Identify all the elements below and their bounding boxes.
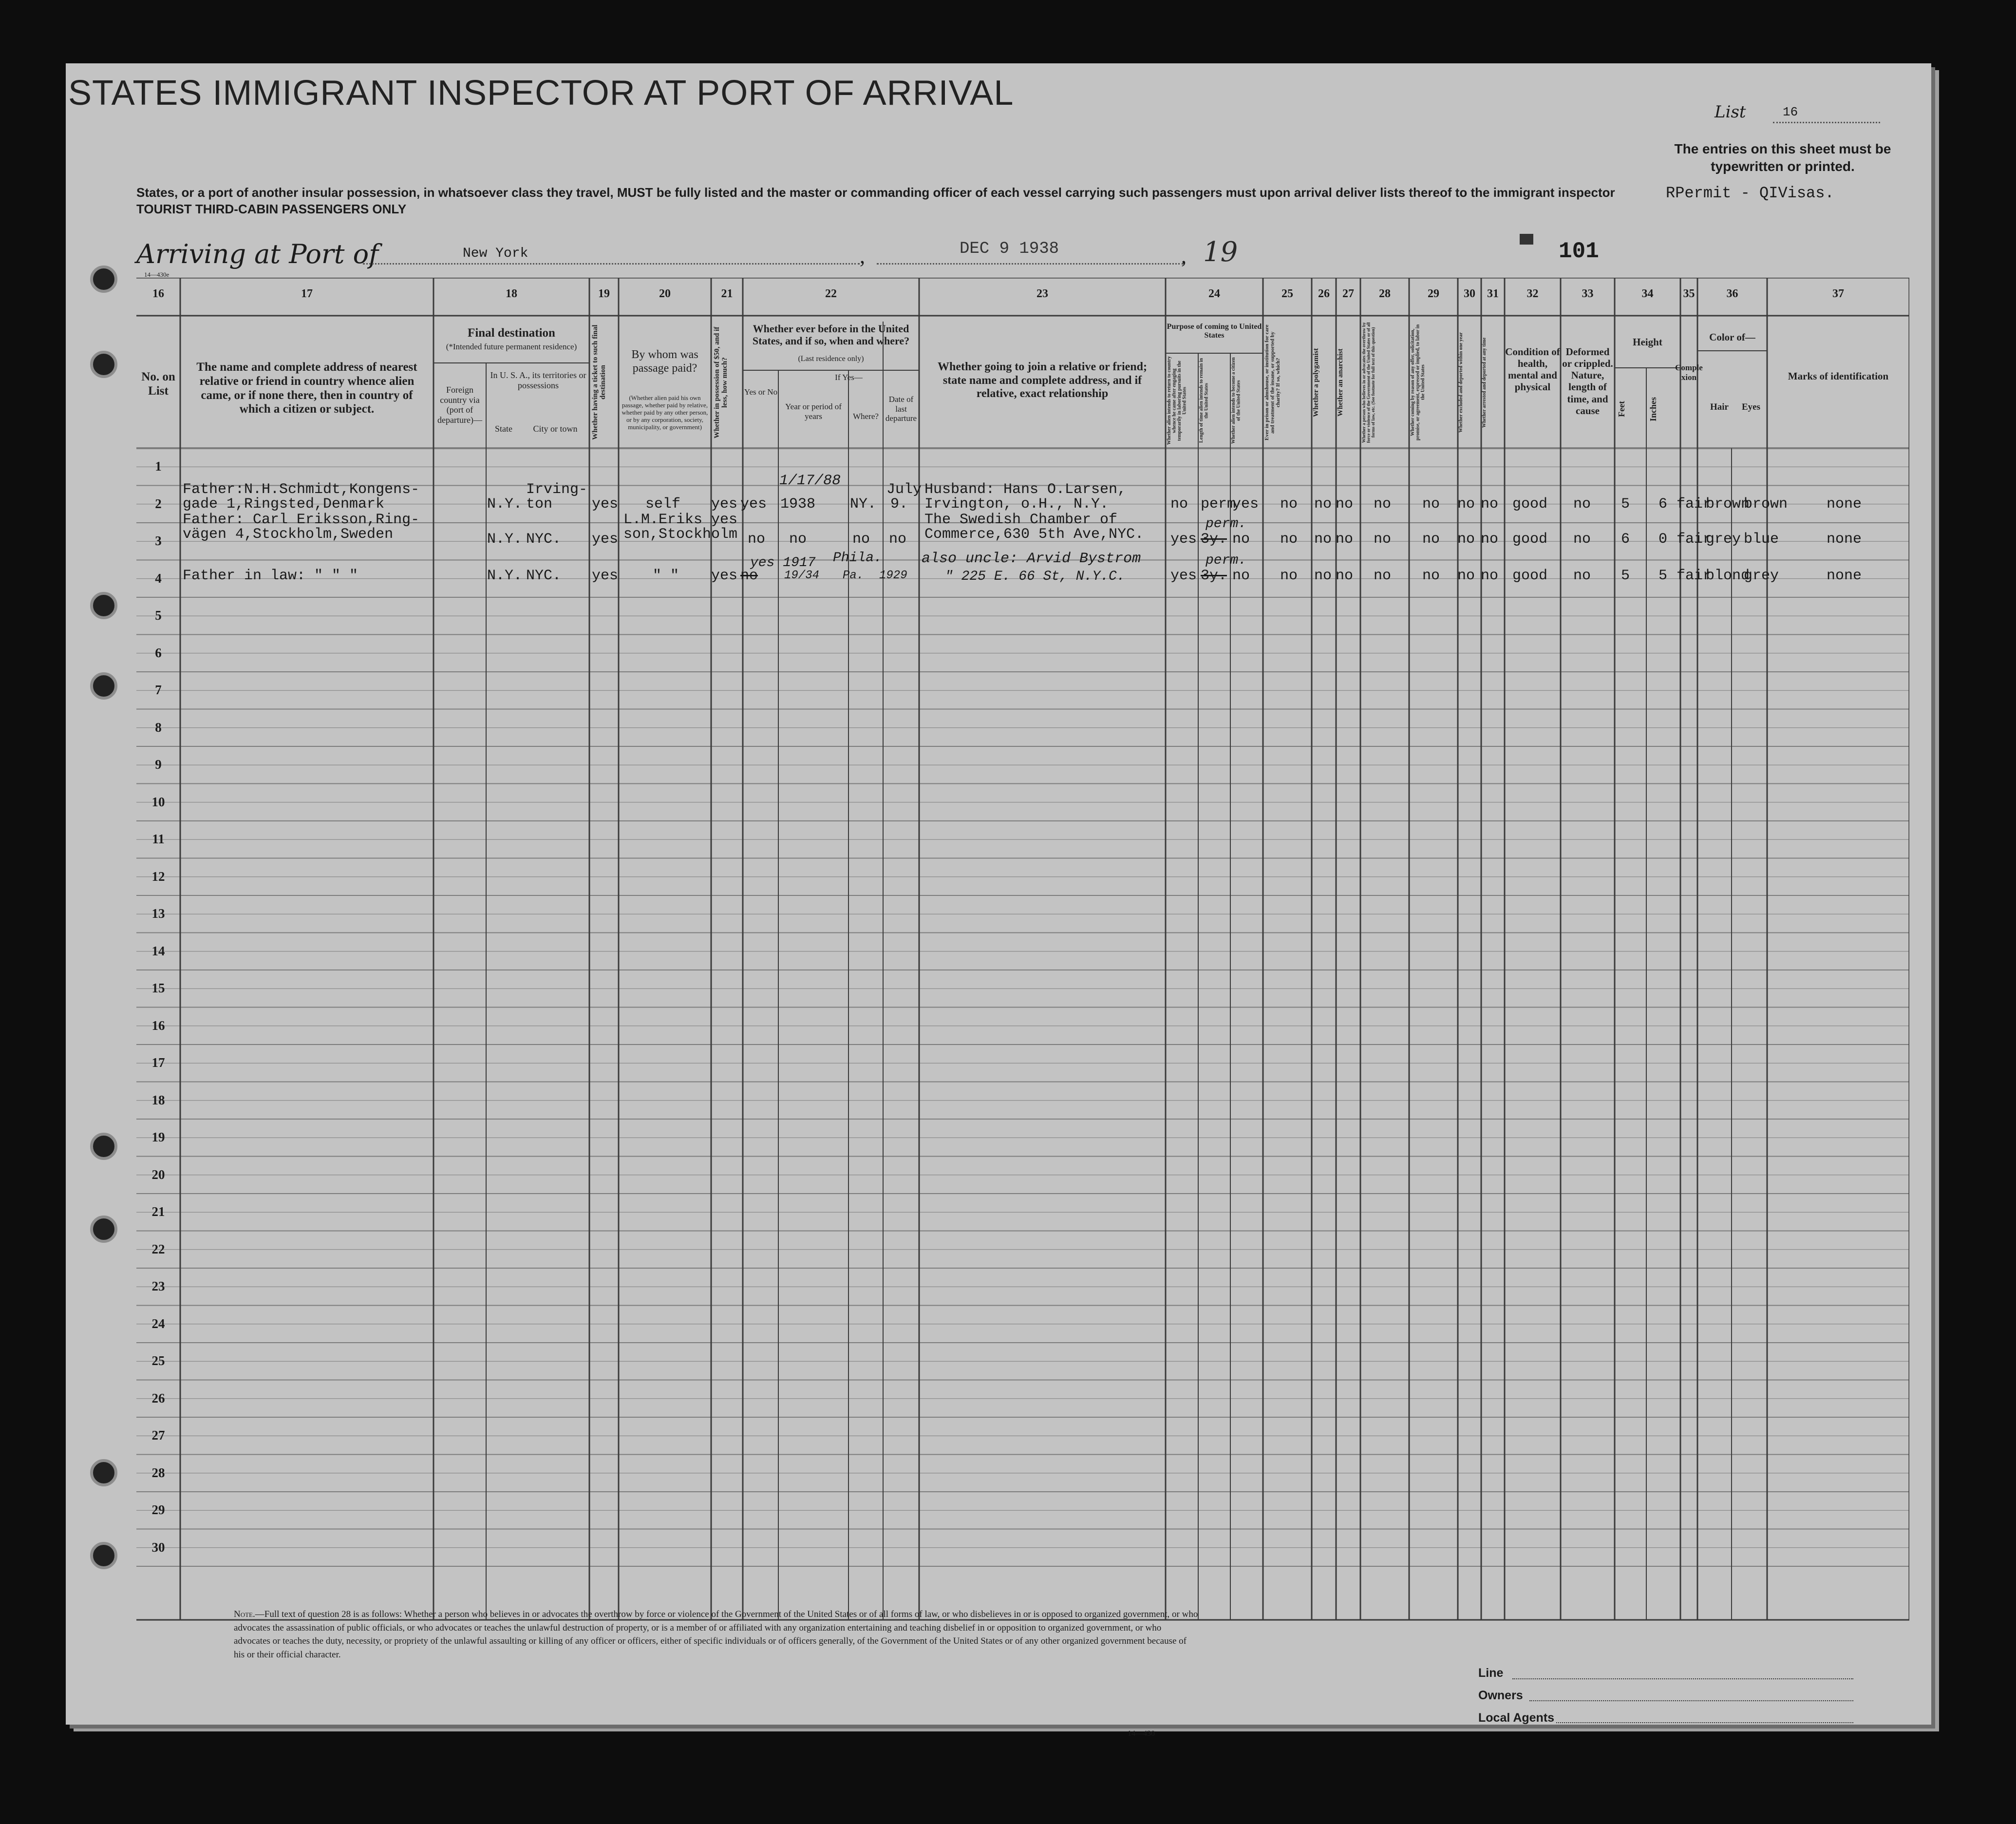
page-number: 101 bbox=[1559, 239, 1599, 264]
row2-join: The Swedish Chamber of bbox=[924, 512, 1118, 528]
row2-prison: no bbox=[1280, 531, 1298, 548]
col-18-usa: In U. S. A., its territories or possessions bbox=[490, 370, 586, 390]
row1-inches: 6 bbox=[1658, 496, 1668, 513]
col-25-number: 25 bbox=[1281, 287, 1293, 300]
row2-complexion: fair bbox=[1677, 531, 1712, 548]
row-number: 1 bbox=[155, 459, 162, 474]
row2-q30: no bbox=[1457, 531, 1475, 548]
row1-ever-before: yes bbox=[740, 496, 767, 513]
row1-hair: brown bbox=[1706, 496, 1750, 513]
col-21-number: 21 bbox=[721, 287, 733, 300]
row1-citizen: yes bbox=[1232, 496, 1259, 513]
col-29-label: Whether coming by reason of any offer, solicitation, promise, or agreement, expressed or implied, to labor in the United States bbox=[1410, 324, 1426, 441]
manifest-table bbox=[136, 278, 1909, 1622]
row2-fifty: yes bbox=[711, 512, 738, 528]
col-31-label: Whether arrested and deported at any time bbox=[1482, 337, 1487, 428]
punch-hole bbox=[90, 351, 117, 378]
punch-hole bbox=[90, 672, 117, 700]
row3-return: yes bbox=[1170, 568, 1197, 584]
col-32-label: Condition of health, mental and physical bbox=[1505, 346, 1560, 393]
row-number: 4 bbox=[155, 570, 162, 586]
row2-polygamist: no bbox=[1314, 531, 1332, 548]
row-number: 10 bbox=[151, 794, 165, 809]
permit-note: RPermit - QIVisas. bbox=[1666, 184, 1834, 202]
row3-q31: no bbox=[1481, 568, 1499, 584]
row1-eyes: brown bbox=[1744, 496, 1788, 513]
local-agents-label: Local Agents bbox=[1478, 1711, 1555, 1725]
row2-eyes: blue bbox=[1744, 531, 1779, 548]
row1-departure-2: 9. bbox=[890, 496, 908, 513]
owners-label: Owners bbox=[1478, 1689, 1523, 1702]
col-33-label: Deformed or crippled. Nature, length of time, and cause bbox=[1562, 346, 1613, 417]
col-22-ifyes: If Yes— bbox=[835, 373, 863, 382]
col-34-number: 34 bbox=[1641, 287, 1654, 300]
col-23-label: Whether going to join a relative or friend; state name and complete address, and if relative, exact relationship bbox=[938, 361, 1147, 400]
col-20-note: (Whether alien paid his own passage, whether paid by relative, whether paid by any other person, or by any corporation, society, municipality, or government) bbox=[622, 394, 708, 431]
row1-city: Irving- bbox=[526, 481, 588, 498]
col-20-number: 20 bbox=[659, 287, 671, 300]
col-26-number: 26 bbox=[1318, 287, 1330, 300]
row2-relative-2: vägen 4,Stockholm,Sweden bbox=[183, 526, 394, 543]
punch-hole bbox=[90, 592, 117, 619]
col-32-number: 32 bbox=[1526, 287, 1539, 300]
row3-hand-where-2: Pa. bbox=[843, 569, 864, 582]
row2-years: no bbox=[789, 531, 807, 548]
row-number: 6 bbox=[155, 645, 162, 660]
punch-hole bbox=[90, 1216, 117, 1243]
row-number: 12 bbox=[151, 869, 165, 884]
punch-hole bbox=[90, 1542, 117, 1569]
col-28-label: Whether a person who believes in or advocates the overthrow by force or violence of the Government of the United States or of all forms of law, etc. (See footnote for full text of this question) bbox=[1361, 322, 1375, 443]
row1-hand-date: 1/17/88 bbox=[779, 473, 841, 489]
col-30-label: Whether excluded and deported within one year bbox=[1458, 332, 1464, 433]
col-22-departure: Date of last departure bbox=[885, 395, 917, 423]
row2-feet: 6 bbox=[1621, 531, 1630, 548]
row1-fifty: yes bbox=[711, 496, 738, 513]
col-28-number: 28 bbox=[1379, 287, 1391, 300]
row3-anarchist: no bbox=[1336, 568, 1354, 584]
row3-hand-years-2: 19/34 bbox=[784, 569, 820, 582]
row3-health: good bbox=[1512, 568, 1548, 584]
row3-relative: Father in law: " " " bbox=[183, 568, 358, 584]
col-22-number: 22 bbox=[825, 287, 837, 300]
col-22-note: (Last residence only) bbox=[798, 355, 864, 363]
row3-hand-join-2: " 225 E. 66 St, N.Y.C. bbox=[945, 569, 1125, 584]
row-number: 8 bbox=[155, 720, 162, 735]
row3-q29: no bbox=[1422, 568, 1440, 584]
row2-anarchist: no bbox=[1336, 531, 1354, 548]
class-note: TOURIST THIRD-CABIN PASSENGERS ONLY bbox=[136, 202, 407, 216]
row1-years: 1938 bbox=[780, 496, 816, 513]
row3-prison: no bbox=[1280, 568, 1298, 584]
row1-q29: no bbox=[1422, 496, 1440, 513]
row-number: 11 bbox=[152, 832, 165, 846]
col-31-number: 31 bbox=[1487, 287, 1499, 300]
row3-feet: 5 bbox=[1621, 568, 1630, 584]
header-form-code: 14—430e bbox=[144, 271, 170, 278]
row3-length-hand: perm. bbox=[1206, 553, 1247, 568]
row1-join: Husband: Hans O.Larsen, bbox=[924, 481, 1127, 498]
row2-health: good bbox=[1512, 531, 1548, 548]
row1-state: N.Y. bbox=[487, 496, 523, 513]
list-label: List bbox=[1715, 102, 1746, 122]
row2-deformed: no bbox=[1573, 531, 1591, 548]
row2-q29: no bbox=[1422, 531, 1440, 548]
col-24-length: Length of time alien intends to remain in the United States bbox=[1199, 358, 1209, 443]
row-number: 20 bbox=[151, 1167, 165, 1182]
col-17-number: 17 bbox=[301, 287, 313, 300]
col-36-hair: Hair bbox=[1710, 402, 1729, 412]
date-stamp: DEC 9 1938 bbox=[960, 240, 1059, 258]
punch-hole bbox=[90, 266, 117, 293]
row3-city: NYC. bbox=[526, 568, 562, 584]
row2-join-2: Commerce,630 5th Ave,NYC. bbox=[924, 526, 1144, 543]
row-number: 26 bbox=[151, 1390, 165, 1406]
row1-q30: no bbox=[1457, 496, 1475, 513]
row-number: 23 bbox=[151, 1279, 165, 1293]
col-33-number: 33 bbox=[1582, 287, 1594, 300]
col-27-number: 27 bbox=[1342, 287, 1354, 300]
row2-length: 3y. bbox=[1201, 531, 1227, 548]
col-29-number: 29 bbox=[1428, 287, 1439, 300]
col-22-yesno: Yes or No bbox=[744, 387, 778, 397]
col-36-label: Color of— bbox=[1709, 331, 1755, 343]
row1-anarchist: no bbox=[1336, 496, 1354, 513]
col-24-citizen: Whether alien intends to become a citizen of the United States bbox=[1231, 357, 1242, 444]
row1-q28: no bbox=[1374, 496, 1392, 513]
col-23-number: 23 bbox=[1036, 287, 1048, 300]
footnote-label: Note. bbox=[234, 1609, 255, 1619]
col-19-label: Whether having a ticket to such final destination bbox=[591, 324, 607, 440]
row-number: 14 bbox=[151, 943, 165, 958]
row-number: 21 bbox=[151, 1204, 165, 1219]
row2-paid-by-2: son,Stockholm bbox=[623, 526, 738, 543]
form-code: 14—430 bbox=[1128, 1729, 1155, 1738]
port-value: New York bbox=[463, 246, 528, 261]
row-number: 2 bbox=[155, 496, 162, 511]
col-25-label: Ever in prison or almshouse, or institution for care and treatment of the insane, or supported by charity? If so, which? bbox=[1264, 324, 1281, 440]
footnote bbox=[234, 1608, 1198, 1661]
col-34-feet: Feet bbox=[1617, 401, 1626, 418]
row3-hand-departure: 1929 bbox=[879, 569, 907, 582]
col-18-city: City or town bbox=[533, 424, 578, 434]
row3-citizen: no bbox=[1232, 568, 1250, 584]
col-36-eyes: Eyes bbox=[1742, 402, 1760, 412]
row-number: 28 bbox=[151, 1465, 165, 1480]
row2-inches: 0 bbox=[1658, 531, 1668, 548]
row1-marks: none bbox=[1827, 496, 1862, 513]
col-27-label: Whether an anarchist bbox=[1337, 348, 1344, 417]
row3-q30: no bbox=[1457, 568, 1475, 584]
row1-where: NY. bbox=[850, 496, 877, 513]
row2-citizen: no bbox=[1232, 531, 1250, 548]
row-number: 25 bbox=[151, 1353, 165, 1368]
row-number: 5 bbox=[155, 608, 162, 623]
row3-length: 3y. bbox=[1201, 568, 1227, 584]
row3-polygamist: no bbox=[1314, 568, 1332, 584]
row3-state: N.Y. bbox=[487, 568, 523, 584]
row3-eyes: grey bbox=[1744, 568, 1779, 584]
instruction-text: States, or a port of another insular possession, in whatsoever class they travel, MUST be fully listed and the master or commanding officer of each vessel carrying such passengers must upon arrival deliver lists thereof to the immigrant inspector bbox=[136, 185, 1615, 200]
col-24-number: 24 bbox=[1208, 287, 1220, 300]
row1-paid-by: self bbox=[645, 496, 681, 513]
col-22-label: Whether ever before in the United States, and if so, when and where? bbox=[752, 323, 910, 347]
row3-complexion: fair bbox=[1677, 568, 1712, 584]
row3-hand-join: also uncle: Arvid Bystrom bbox=[922, 551, 1141, 567]
row3-ever-before: no bbox=[740, 568, 758, 584]
line-label: Line bbox=[1478, 1666, 1504, 1680]
row2-relative: Father: Carl Eriksson,Ring- bbox=[183, 512, 420, 528]
row-number: 7 bbox=[155, 683, 162, 697]
col-37-label: Marks of identification bbox=[1788, 370, 1889, 382]
table-grid bbox=[136, 278, 1909, 1622]
row1-complexion: fair bbox=[1677, 496, 1712, 513]
col-34-label: Height bbox=[1633, 336, 1662, 348]
row2-ever-before: no bbox=[748, 531, 766, 548]
row3-deformed: no bbox=[1573, 568, 1591, 584]
page-title: STATES IMMIGRANT INSPECTOR AT PORT OF ARRIVAL bbox=[68, 74, 1014, 113]
arriving-label: Arriving at Port of bbox=[136, 239, 379, 269]
row2-state: N.Y. bbox=[487, 531, 523, 548]
col-16-number: 16 bbox=[152, 287, 164, 300]
list-number: 16 bbox=[1783, 105, 1798, 119]
row3-paid-by: " " bbox=[653, 568, 679, 584]
typewritten-note: The entries on this sheet must be typewritten or printed. bbox=[1674, 141, 1891, 174]
row2-hair: grey bbox=[1706, 531, 1741, 548]
row3-hair: blond bbox=[1706, 568, 1750, 584]
col-30-number: 30 bbox=[1464, 287, 1475, 300]
stamp-mark bbox=[1520, 234, 1533, 245]
row1-deformed: no bbox=[1573, 496, 1591, 513]
col-26-label: Whether a polygamist bbox=[1312, 348, 1320, 417]
row1-relative: Father:N.H.Schmidt,Kongens- bbox=[183, 481, 420, 498]
row3-q28: no bbox=[1374, 568, 1392, 584]
row2-length-hand: perm. bbox=[1206, 516, 1247, 532]
row3-ticket: yes bbox=[592, 568, 619, 584]
row2-paid-by: L.M.Eriks bbox=[623, 512, 703, 528]
row2-q31: no bbox=[1481, 531, 1499, 548]
row-number: 13 bbox=[151, 906, 165, 921]
row-number: 27 bbox=[151, 1428, 165, 1443]
col-21-label: Whether in possession of $50, and if less, how much? bbox=[713, 326, 729, 438]
col-18-number: 18 bbox=[506, 287, 517, 300]
col-24-label: Purpose of coming to United States bbox=[1167, 323, 1262, 340]
row-number: 22 bbox=[151, 1241, 165, 1256]
row3-hand-where: Phila. bbox=[833, 551, 882, 566]
row3-fifty: yes bbox=[711, 568, 738, 584]
footnote-text: —Full text of question 28 is as follows: Whether a person who believes in or advocates the overthrow by force or violence of the Government of the United States or of all forms of law, or who disbelieves in or is opposed to organized government, or who advocates the assassination of public officials, or who advocates or teaches the unlawful destruction of property, or is a member of or affiliated with any organization entertaining and teaching disbelief in or opposition to organized government, or who advocates or teaches the duty, necessity, or propriety of the unlawful assaulting or killing of any officer or officers, either of specific individuals or of officers generally, of the Government of the United States or of any other organized government because of his or their official character. bbox=[234, 1609, 1198, 1660]
row3-inches: 5 bbox=[1658, 568, 1668, 584]
col-18-state: State bbox=[495, 424, 512, 434]
row1-relative-2: gade 1,Ringsted,Denmark bbox=[183, 496, 385, 513]
col-37-number: 37 bbox=[1832, 287, 1844, 300]
col-16-label: No. on List bbox=[141, 370, 175, 398]
row-number: 16 bbox=[151, 1018, 165, 1033]
row2-marks: none bbox=[1827, 531, 1862, 548]
row-number: 24 bbox=[151, 1316, 165, 1331]
row1-city-2: ton bbox=[526, 496, 553, 513]
row2-ticket: yes bbox=[592, 531, 619, 548]
col-35-label: Complexion bbox=[1675, 363, 1703, 382]
col-22-years: Year or period of years bbox=[785, 402, 842, 421]
row-number: 9 bbox=[155, 757, 162, 772]
row1-departure: July bbox=[886, 481, 922, 498]
col-18-note: (*Intended future permanent residence) bbox=[446, 342, 577, 351]
year-prefix: 19 bbox=[1203, 236, 1238, 268]
row2-where: no bbox=[852, 531, 870, 548]
row-number: 15 bbox=[151, 981, 165, 995]
row1-prison: no bbox=[1280, 496, 1298, 513]
row-number: 29 bbox=[151, 1502, 165, 1517]
row-number: 18 bbox=[151, 1092, 165, 1107]
row2-departure: no bbox=[889, 531, 907, 548]
col-35-number: 35 bbox=[1683, 287, 1695, 300]
row-number: 19 bbox=[151, 1130, 165, 1144]
row1-length: perm bbox=[1201, 496, 1236, 513]
col-19-number: 19 bbox=[598, 287, 610, 300]
row1-ticket: yes bbox=[592, 496, 619, 513]
col-34-inches: Inches bbox=[1648, 397, 1658, 422]
row2-city: NYC. bbox=[526, 531, 562, 548]
row-number: 30 bbox=[151, 1539, 165, 1555]
row-number: 17 bbox=[151, 1055, 165, 1070]
punch-hole bbox=[90, 1459, 117, 1486]
row1-feet: 5 bbox=[1621, 496, 1630, 513]
col-22-where: Where? bbox=[853, 412, 879, 421]
col-18-foreign: Foreign country via (port of departure)— bbox=[437, 385, 482, 425]
col-17-label: The name and complete address of nearest relative or friend in country whence alien came, or if none there, then in country of which a citizen or subject. bbox=[196, 361, 417, 416]
row2-q28: no bbox=[1374, 531, 1392, 548]
row2-return: yes bbox=[1170, 531, 1197, 548]
col-36-number: 36 bbox=[1726, 287, 1738, 300]
row1-return: no bbox=[1170, 496, 1188, 513]
row-number: 3 bbox=[155, 533, 162, 548]
row1-q31: no bbox=[1481, 496, 1499, 513]
col-20-label: By whom was passage paid? bbox=[631, 348, 698, 375]
col-18-label: Final destination bbox=[468, 326, 555, 340]
punch-hole bbox=[90, 1133, 117, 1160]
row3-marks: none bbox=[1827, 568, 1862, 584]
row1-health: good bbox=[1512, 496, 1548, 513]
col-24-return: Whether alien intends to return to country whence he came after engaging temporarily in laboring pursuits in the United States bbox=[1167, 356, 1187, 445]
row1-join-2: Irvington, o.H., N.Y. bbox=[924, 496, 1109, 513]
row1-polygamist: no bbox=[1314, 496, 1332, 513]
row3-hand-years: yes 1917 bbox=[750, 555, 816, 570]
